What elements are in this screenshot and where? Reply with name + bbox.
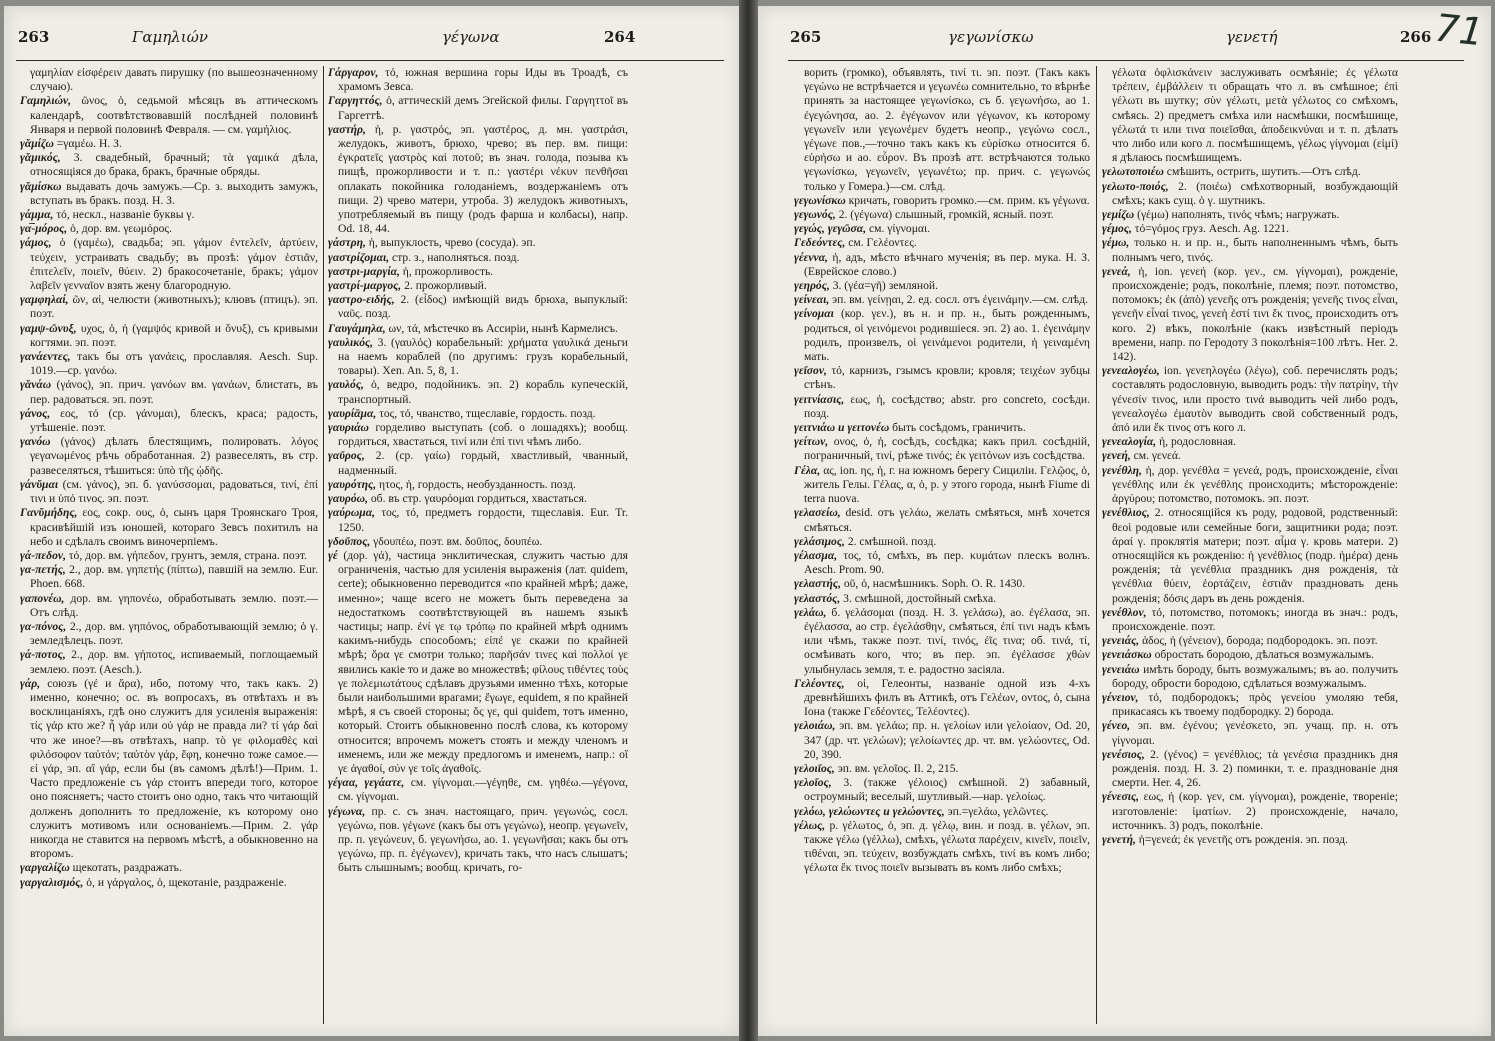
entry-headword: γελασείω,: [794, 506, 841, 520]
entry-definition: б. γελάσομαι (позд. Н. З. γελάσω), ао. ἐγέλασα, эп. ἐγέλασσα, ао стр. ἐγελάσθην, смѣяться, ἐπί τινι надъ кѣмъ или чѣмъ, также поэт. τινί, τινός, ἐῖς τινα; об. τινά, τί, осмѣивать кого, что; въ пер. эп. ἐγέλασσε χθὼν улыбнулась земля, т. е. радостно засіяла.: [804, 605, 1090, 676]
entry-definition: ὁ, и γάργαλος, ὁ, щекотаніе, раздраженіе.: [86, 875, 287, 889]
entry-definition: кричать, говорить громко.—см. прим. къ γέγωνα.: [848, 193, 1090, 207]
entry-definition: εος, τό (ср. γάνυμαι), блескъ, краса; радость, утѣшеніе. поэт.: [30, 406, 318, 435]
dictionary-entry: [20, 94, 318, 137]
dictionary-entry: [20, 592, 318, 620]
dictionary-entry: [1102, 180, 1398, 208]
entry-headword: γά-ποτος,: [20, 648, 66, 662]
entry-definition: эп.=γελάω, γελῶντες.: [947, 804, 1049, 818]
entry-definition: ῶν, αἱ, челюсти (животныхъ); клювъ (птицъ). эп. поэт.: [30, 293, 318, 321]
entry-headword: γελόω, γελώωντες и γελώοντες,: [794, 804, 945, 818]
entry-headword: γενέθλον,: [1102, 605, 1147, 619]
dictionary-entry: [794, 805, 1090, 819]
entry-headword: γᾰνάω: [20, 378, 52, 392]
dictionary-entry: [328, 94, 628, 122]
column-1: [20, 66, 318, 1028]
entry-definition: 2. смѣшной. позд.: [847, 534, 937, 548]
dictionary-entry: [328, 449, 628, 477]
entry-definition: только н. и пр. н., быть наполненнымъ чѣмъ, быть полнымъ чего, τινός.: [1112, 236, 1398, 264]
entry-headword: γα-πετής,: [20, 563, 66, 577]
entry-headword: γαῦρος,: [328, 449, 365, 463]
entry-definition: τό, подбородокъ; πρὸς γενείου умоляю тебя, прикасаясь къ твоему подбородку. 2) борода.: [1112, 690, 1398, 719]
entry-headword: γελάω,: [794, 605, 827, 619]
entry-headword: γα-πόνος,: [20, 619, 67, 633]
dictionary-entry: [20, 180, 318, 208]
running-head-left: Γαμηλιών: [132, 28, 209, 46]
dictionary-entry: [1102, 165, 1398, 179]
dictionary-entry: [1102, 236, 1398, 264]
entry-headword: γαυλικός,: [328, 335, 374, 349]
entry-headword: γαστήρ,: [328, 122, 366, 136]
dictionary-entry: [1102, 208, 1398, 222]
entry-definition: τό, дор. вм. γήπεδον, грунтъ, земля, страна. поэт.: [68, 548, 307, 562]
entry-headword: Γελέοντες,: [794, 676, 845, 690]
entry-headword: γέλως,: [794, 818, 826, 832]
entry-definition: об. въ стр. γαυρόομαι гордиться, хвастаться.: [370, 492, 587, 506]
entry-headword: γενετή,: [1102, 832, 1136, 846]
entry-definition: ὁ (γαμέω), свадьба; эп. γάμον ἐντελεῖν, ἀρτύειν, τεύχειν, устраивать свадьбу; въ прозѣ: γάμον ἑστιᾶν, ἐπιτελεῖν, ποιεῖν, θύειν. 2) бракосочетаніе, бракъ; γάμον λαβεῖν γενναῖον взять жену благородную.: [30, 236, 318, 293]
entry-headword: γενειάω: [1102, 662, 1140, 676]
dictionary-entry: [794, 577, 1090, 591]
entry-headword: γέγωνα,: [328, 804, 366, 818]
dictionary-entry: [794, 677, 1090, 720]
dictionary-entry: [794, 762, 1090, 776]
entry-definition: 2. прожорливый.: [404, 279, 487, 293]
entry-definition: 3. (также γέλοιος) смѣшной. 2) забавный, остроумный; веселый, шутливый.—нар. γελοίως.: [804, 776, 1090, 804]
entry-definition: 3. свадебный, брачный; τὰ γαμικά дѣла, относящіяся до брака, бракъ, брачные обряды.: [30, 151, 318, 179]
entry-definition: ворить (громко), объявлять, τινί τι. эп. поэт. (Такъ какъ γεγώνω не встрѣчается и γεγωνέω сомнительно, то вѣрнѣе принять за настоящее γεγωνίσκω, съ б. γεγωνήσω, ао 1. ἐγεγώνησα, ао. 2. ἐγέγωνον или γέγωνον, къ которому γεγωνεῖν или γεγωνέμεν будетъ неопр., γεγώνω сосл., γέγωνε пов.,—точно такъ какъ къ εὑρίσκω относится б. εὑρήσω и ао. εὗρον. Въ прозѣ атт. встрѣчаются только γεγωνίσκω, γεγωνεῖν, γεγωνέτω; пр. прич. с. γεγωνώς только у Гомера.)—см. слѣд.: [804, 66, 1090, 193]
entry-definition: (кор. γεν.), въ н. и пр. н., быть рожденнымъ, родиться, οἱ γεινόμενοι родившіеся. эп. 2) ао. 1. ἐγεινάμην родилъ, произвелъ, οἱ γεινάμενοι родители, ἡ γειναμένη мать.: [804, 307, 1090, 364]
entry-definition: ἀδος, ἡ (γένειον), борода; подбородокъ. эп. поэт.: [1142, 634, 1378, 648]
entry-headword: γαργαλισμός,: [20, 875, 84, 889]
entry-definition: 3. (γαυλός) корабельный: χρήματα γαυλικά деньги на наемъ кораблей (по другимъ: грузъ корабельный, товары). Xen. An. 5, 8, 1.: [338, 335, 628, 378]
entry-definition: эп. вм. γείνῃαι, 2. ед. сосл. отъ ἐγεινάμην.—см. слѣд.: [832, 293, 1088, 307]
entry-definition: 2. (ср. γαίω) гордый, хвастливый, чванный, надменный.: [338, 449, 628, 477]
dictionary-entry: [20, 861, 318, 875]
entry-definition: стр. з., наполняться. позд.: [392, 250, 520, 264]
dictionary-entry: [794, 535, 1090, 549]
entry-definition: τος, τό, смѣхъ, въ пер. κυμάτων плескъ волнъ. Aesch. Prom. 90.: [804, 548, 1090, 577]
dictionary-entry: [794, 606, 1090, 677]
entry-definition: ἡ, адъ, мѣсто вѣчнаго мученія; въ пер. мука. Н. З. (Еврейское слово.): [804, 250, 1090, 278]
entry-headword: γελοιῖος,: [794, 761, 835, 775]
entry-definition: 2. (εἶδος) имѣющій видъ брюха, выпуклый: ναῦς. позд.: [338, 293, 628, 321]
dictionary-entry: [794, 222, 1090, 236]
dictionary-entry: [20, 648, 318, 676]
entry-definition: ας, ion. ης, ἡ, г. на южномъ берегу Сициліи. Γελῷος, ὁ, житель Гелы. Γέλας, α, ὁ, р. у этого города, нынѣ Fiume di terra nuova.: [804, 463, 1090, 506]
entry-definition: выдавать дочь замужъ.—Ср. з. выходить замужъ, вступать въ бракъ. позд. Н. З.: [30, 179, 318, 207]
entry-definition: 2. (γέγωνα) слышный, громкій, ясный. поэт.: [838, 208, 1054, 222]
dictionary-entry: [794, 464, 1090, 507]
header-rule: [788, 60, 1464, 61]
dictionary-entry: [328, 293, 628, 321]
entry-headword: γαμψ-ῶνυξ,: [20, 321, 77, 335]
entry-definition: 2. относящійся къ роду, родовой, родственный: θεοὶ родовые или семейные боги, защитники рода; поэт. ἀραί γ. проклятія матери; поэт. αἷμα γ. кровь матери. 2) относящійся къ рожденію: ἡ γενέθλιος (подр. ἡμέρα) день рожденія; τὰ γενέθλια праздникъ дня рожденія, τὰ γενέθλια θύειν, ἑορτάζειν, ἑστιᾶν праздновать день рожденія; δόσις даръ въ день рожденія.: [1112, 506, 1398, 605]
entry-definition: ὁ, аттическій демъ Эгейской филы. Γαργηττοῖ въ Гаргеттѣ.: [338, 94, 628, 122]
dictionary-entry: [794, 393, 1090, 421]
entry-headword: γαυρότης,: [328, 477, 377, 491]
entry-headword: γενέσιος,: [1102, 747, 1145, 761]
dictionary-entry: [20, 876, 318, 890]
entry-definition: эп. вм. ἐγένου; γενέσκετο, эп. учащ. пр. н. отъ γίγνομαι.: [1112, 719, 1398, 747]
entry-headword: Γέλα,: [794, 463, 821, 477]
dictionary-entry: [20, 151, 318, 179]
entry-definition: τό, потомство, потомокъ; иногда въ знач.: родъ, происхожденіе. поэт.: [1112, 605, 1398, 633]
entry-definition: пр. с. съ знач. настоящаго, прич. γεγωνώς, сосл. γεγώνω, пов. γέγωνε (какъ бы отъ γεγώνω), неопр. γεγωνεῖν, пр. п. γεγώνευν, б. γεγωνήσω, ао. 1. γεγωνῆσαι; какъ бы отъ γεγώνω, пр. п. ἐγέγωνεν), кричать такъ, что насъ слышатъ; быть слышнымъ; вообщ. кричать, го-: [338, 804, 628, 875]
entry-headword: γαυριάω: [328, 421, 369, 435]
dictionary-entry: [1102, 748, 1398, 791]
entry-headword: γαυρόω,: [328, 492, 368, 506]
entry-definition: ἡ, дор. γενέθλα = γενεά, родъ, происхожденіе, εἶναι γενέθλης или ἐκ γενέθλης происходить; мѣсторожденіе: ἀργύρου; потомство, потомокъ. эп. поэт.: [1112, 463, 1398, 506]
entry-headword: Γαργηττός,: [328, 94, 383, 108]
entry-headword: γειτνίασις,: [794, 392, 845, 406]
dictionary-entry: [328, 478, 628, 492]
entry-headword: γένειον,: [1102, 690, 1139, 704]
dictionary-entry: [328, 251, 628, 265]
dictionary-entry: [20, 222, 318, 236]
entry-headword: γελοῖος,: [794, 776, 832, 790]
dictionary-entry: [328, 265, 628, 279]
dictionary-entry: [794, 364, 1090, 392]
entry-definition: ῶνος, ὁ, седьмой мѣсяцъ въ аттическомъ календарѣ, соотвѣтствовавшій послѣдней половинѣ Января и первой половинѣ Февраля. — см. γαμήλιος.: [30, 94, 318, 136]
dictionary-entry: [328, 506, 628, 534]
entry-definition: εος, сокр. ους, ὁ, сынъ царя Троянскаго Троя, красивѣйшій изъ юношей, котораго Зевсъ похитилъ на небо и сдѣлалъ своимъ виночерпіемъ.: [30, 506, 318, 548]
entry-headword: γαργαλίζω: [20, 861, 70, 875]
entry-definition: (γέμω) наполнять, τινός чѣмъ; нагружать.: [1137, 208, 1340, 222]
entry-headword: Γανῠμήδης,: [20, 506, 78, 520]
entry-headword: γα̅-μόρος,: [20, 222, 68, 236]
book-gutter: [739, 0, 758, 1041]
dictionary-entry: [1102, 449, 1398, 463]
entry-definition: 2., дор. вм. γηπόνος, обработывающій землю; ὁ γ. земледѣлецъ. поэт.: [30, 619, 318, 648]
entry-definition: 3. смѣшной, достойный смѣха.: [843, 591, 997, 605]
dictionary-entry: [20, 506, 318, 549]
entry-definition: οἱ, Гелеонты, названіе одной изъ 4-хъ древнѣйшихъ филъ въ Аттикѣ, отъ Γελέων, οντος, ὁ, сына Іона (также Γεδέοντες, Τελέοντες).: [804, 676, 1090, 719]
left-page: [4, 6, 739, 1036]
entry-headword: γαμφηλαί,: [20, 293, 69, 307]
dictionary-entry: [1102, 66, 1398, 165]
entry-headword: γείνεαι,: [794, 293, 830, 307]
entry-definition: οῦ, ὁ, насмѣшникъ. Soph. O. R. 1430.: [843, 577, 1026, 591]
entry-headword: γάστρη,: [328, 236, 366, 250]
entry-headword: γαστρο-ειδής,: [328, 293, 395, 307]
dictionary-entry: [20, 478, 318, 506]
entry-definition: τος, τό, предметъ гордости, тщеславія. Eur. Tr. 1250.: [338, 506, 628, 534]
entry-definition: ητος, ἡ, гордость, необузданность. позд.: [379, 477, 576, 491]
entry-definition: смѣшить, острить, шутить.—Отъ слѣд.: [1166, 165, 1361, 179]
entry-definition: ων, τά, мѣстечко въ Ассиріи, нынѣ Кармелисъ.: [388, 321, 618, 335]
dictionary-entry: [1102, 790, 1398, 833]
entry-headword: γενειάς,: [1102, 634, 1140, 648]
entry-definition: дор. вм. γηπονέω, обработывать землю. поэт.—Отъ слѣд.: [30, 591, 318, 619]
entry-definition: союзъ (γέ и ἄρα), ибо, потому что, такъ какъ. 2) именно, конечно; ос. въ вопросахъ, въ отвѣтахъ и въ восклицаніяхъ, гдѣ оно служитъ для усиленія выраженія: τίς γάρ кто же? ἦ γάρ или οὐ γάρ не правда ли? τί γάρ δαὶ что же иное?—въ отвѣтахъ, напр. τὸ γε φιλομαθὲς καὶ φιλόσοφον ταὐτόν; ταὐτὸν γάρ, ἔφη, конечно тоже самое.—εἰ γάρ, эп. αἲ γάρ, если бы (въ самомъ дѣлѣ!)—Прим. 1. Часто предложеніе съ γάρ стоитъ впереди того, которое оно поясняетъ; часто стоитъ оно одно, такъ что читающій долженъ дополнить то предложеніе, къ которому оно служитъ мотивомъ или основаніемъ.—Прим. 2. γάρ никогда не ставится на первомъ мѣстѣ, а обыкновенно на второмъ.: [30, 676, 318, 861]
page-number-265: 265: [790, 28, 822, 46]
entry-definition: (γάνος), эп. прич. γανόων вм. γανάων, блистать, въ пер. радоваться. эп. поэт.: [30, 378, 318, 406]
dictionary-entry: [1102, 833, 1398, 847]
entry-definition: τό, нескл., названіе буквы γ.: [56, 208, 195, 222]
entry-definition: τό, южная вершина горы Иды въ Троадѣ, съ храмомъ Зевса.: [338, 66, 628, 94]
dictionary-entry: [794, 208, 1090, 222]
entry-definition: ἡ, прожорливость.: [402, 264, 494, 278]
entry-headword: γειτνιάω и γειτονέω: [794, 421, 890, 435]
entry-definition: ἡ=γενεά; ἐκ γενετῆς отъ рожденія. эп. позд.: [1138, 832, 1348, 846]
dictionary-entry: [20, 378, 318, 406]
entry-headword: γένεσις,: [1102, 790, 1140, 804]
dictionary-entry: [20, 620, 318, 648]
dictionary-entry: [20, 350, 318, 378]
entry-headword: γέεννα,: [794, 250, 828, 264]
dictionary-entry: [1102, 719, 1398, 747]
dictionary-entry: [1102, 663, 1398, 691]
dictionary-entry: [20, 208, 318, 222]
entry-headword: γείτων,: [794, 435, 829, 449]
dictionary-entry: [794, 66, 1090, 194]
entry-definition: ἡ, родословная.: [1159, 435, 1236, 449]
entry-headword: γελάσιμος,: [794, 534, 845, 548]
entry-headword: γενειάσκω: [1102, 648, 1152, 662]
dictionary-entry: [794, 279, 1090, 293]
column-rule: [323, 66, 324, 1024]
dictionary-entry: [794, 819, 1090, 876]
dictionary-entry: [794, 592, 1090, 606]
entry-definition: ἡ, выпуклость, чрево (сосуда). эп.: [368, 236, 536, 250]
page-number-263: 263: [18, 28, 50, 46]
entry-headword: γελοιάω,: [794, 719, 836, 733]
entry-definition: γαμηλίαν εἰσφέρειν давать пирушку (по вышеозначенному случаю).: [30, 66, 318, 94]
dictionary-entry: [794, 435, 1090, 463]
dictionary-entry: [20, 66, 318, 94]
entry-headword: γενεαλογέω,: [1102, 364, 1160, 378]
dictionary-entry: [20, 322, 318, 350]
dictionary-entry: [328, 378, 628, 406]
entry-headword: γαυλός,: [328, 378, 364, 392]
page-number-266: 266: [1400, 28, 1432, 46]
dictionary-entry: [328, 322, 628, 336]
dictionary-entry: [794, 719, 1090, 762]
dictionary-entry: [1102, 606, 1398, 634]
entry-definition: эп. вм. γελοῖος. Il. 2, 215.: [837, 761, 959, 775]
right-page-header: [758, 28, 1491, 50]
entry-definition: (см. γάνος), эп. б. γανύσσομαι, радоваться, τινί, ἐπί τινι и ὑπό τινος. эп. поэт.: [30, 477, 318, 506]
dictionary-entry: [20, 293, 318, 321]
running-head-left: γεγωνίσκω: [948, 28, 1034, 46]
entry-definition: щекотать, раздражать.: [72, 861, 182, 875]
entry-definition: ἡ, ion. γενεή (кор. γεν., см. γίγνομαι), рожденіе, происхожденіе; родъ, поколѣніе, племя; поэт. потомство, потомокъ; ἐκ (ἀπὸ) γενεῆς отъ рожденія; γενεῆς τινος εἶναι, γενεῆν εἶναί τινος, γενεὴ ἐστί τινι ἔκ τινος, происходить отъ кого. 2) вѣкъ, поколѣніе (какъ извѣстный періодъ времени, напр. по Геродоту 3 поколѣнія=100 лѣтъ. Her. 2. 142).: [1112, 264, 1398, 364]
entry-definition: обростать бородою, дѣлаться возмужалымъ.: [1154, 648, 1374, 662]
dictionary-entry: [328, 336, 628, 379]
entry-headword: γενέθλη,: [1102, 463, 1142, 477]
entry-definition: 2. (γένος) = γενέθλιος; τὰ γενέσια праздникъ дня рожденія. позд. Н. З. 2) поминки, т. е. празднованіе дня смерти. Her. 4, 26.: [1112, 747, 1398, 790]
dictionary-entry: [328, 279, 628, 293]
entry-headword: γελωτοποιέω: [1102, 165, 1164, 179]
dictionary-entry: [328, 805, 628, 876]
header-rule: [16, 60, 724, 61]
entry-definition: 2. (ποιέω) смѣхотворный, возбуждающій смѣхъ; какъ сущ. ὁ γ. шутникъ.: [1112, 179, 1398, 207]
entry-headword: γενεαλογία,: [1102, 435, 1157, 449]
dictionary-entry: [1102, 435, 1398, 449]
entry-definition: см. Γελέοντες.: [848, 236, 917, 250]
entry-headword: γάρ,: [20, 676, 41, 690]
entry-headword: γεμίζω: [1102, 208, 1135, 222]
entry-definition: ὁ, дор. вм. γεωμόρος.: [70, 222, 172, 236]
dictionary-entry: [1102, 634, 1398, 648]
entry-headword: γέμος,: [1102, 222, 1132, 236]
column-2: [328, 66, 628, 1028]
dictionary-entry: [328, 535, 628, 549]
entry-headword: γᾰμίσκω: [20, 179, 62, 193]
entry-definition: 2., дор. вм. γηπετής (πίπτω), павшій на землю. Eur. Phoen. 668.: [30, 563, 318, 591]
entry-definition: см. γίγνομαι.—γέγηθε, см. γηθέω.—γέγονα, см. γίγνομαι.: [338, 776, 628, 804]
entry-definition: desid. отъ γελάω, желать смѣяться, мнѣ хочется смѣяться.: [804, 506, 1090, 534]
entry-definition: быть сосѣдомъ, граничить.: [892, 421, 1026, 435]
entry-headword: γαστρί-μαργος,: [328, 279, 402, 293]
entry-headword: γαστρίζομαι,: [328, 250, 390, 264]
running-head-right: γέγωνα: [442, 28, 500, 46]
entry-definition: εως, ἡ (кор. γεν, см. γίγνομαι), рожденіе, твореніе; изготовленіе: ἱματίων. 2) происхожденіе, начало, источникъ. 3) родъ, поколѣніе.: [1112, 790, 1398, 832]
entry-definition: ονος, ὁ, ἡ, сосѣдъ, сосѣдка; какъ прил. сосѣдній, пограничный, τινί, рѣже τινός; ἐκ γειτόνων изъ сосѣдства.: [804, 435, 1090, 463]
entry-headword: γαστρι-μαργία,: [328, 264, 400, 278]
dictionary-entry: [794, 549, 1090, 577]
entry-headword: γδοῦπος,: [328, 534, 371, 548]
entry-headword: γένεο,: [1102, 719, 1131, 733]
dictionary-entry: [20, 677, 318, 862]
dictionary-entry: [20, 549, 318, 563]
entry-definition: τό, карнизъ, гзымсъ кровли; кровля; τειχέων зубцы стѣнъ.: [804, 364, 1090, 392]
entry-headword: γάνῠμαι: [20, 477, 59, 491]
dictionary-entry: [1102, 464, 1398, 507]
entry-headword: γαύρωμα,: [328, 506, 376, 520]
dictionary-entry: [20, 236, 318, 293]
dictionary-entry: [1102, 506, 1398, 605]
entry-definition: имѣть бороду, быть возмужалымъ; въ ао. получить бороду, обрости бородою, сдѣлаться возмужалымъ.: [1112, 662, 1398, 690]
entry-definition: υχος, ὁ, ἡ (γαμψός кривой и ὄνυξ), съ кривыми когтями. эп. поэт.: [30, 321, 318, 349]
dictionary-entry: [794, 421, 1090, 435]
dictionary-entry: [794, 236, 1090, 250]
dictionary-entry: [1102, 364, 1398, 435]
dictionary-entry: [1102, 222, 1398, 236]
entry-headword: γελαστής,: [794, 577, 841, 591]
dictionary-entry: [328, 549, 628, 776]
entry-headword: Γεδεόντες,: [794, 236, 846, 250]
entry-definition: (дор. γά), частица энклитическая, служитъ частью для ограниченія, частью для усиленія выраженія (лат. quidem, certe); обыкновенно переводится «по крайней мѣрѣ; даже, именно»; чаще всего не можетъ быть переведена за недостаткомъ соотвѣтствующей въ нашемъ языкѣ частицы; напр. ἐνί γε τῳ τρόπῳ по крайней мѣрѣ однимъ какимъ-нибудь способомъ; εἰπέ γε скажи по крайней мѣрѣ; ὅρα γε смотри только; παρῆσάν τινες καὶ πολλοί γε явились какіе то и даже во множествѣ; φίλους τιθέντες τοὺς γε πολεμιωτάτους сдѣлавъ друзьями именно тѣхъ, которые были наибольшими врагами; ἔγωγε, equidem, я по крайней мѣрѣ, я съ своей стороны; ὅς γε, qui quidem, тотъ именно, который. Стоитъ обыкновенно послѣ слова, къ которому относится; впрочемъ можетъ стоять и между членомъ и именемъ, или же между предлогомъ и именемъ, напр.: οἵ γε ἀγαθοί, σύν γε τοῖς ἀγαθοῖς.: [338, 548, 628, 775]
entry-headword: γενέθλιος,: [1102, 506, 1150, 520]
entry-headword: γεγωνίσκω: [794, 193, 846, 207]
column-1: [794, 66, 1090, 1028]
entry-headword: γελωτο-ποιός,: [1102, 179, 1169, 193]
entry-headword: γεηρός,: [794, 279, 830, 293]
entry-definition: τος, τό, чванство, тщеславіе, гордость. позд.: [379, 406, 596, 420]
dictionary-entry: [794, 194, 1090, 208]
entry-definition: см. γίγνομαι.: [869, 222, 931, 236]
entry-headword: γενεά,: [1102, 264, 1131, 278]
entry-headword: γάνος,: [20, 406, 51, 420]
running-head-right: γενετή: [1226, 28, 1278, 46]
entry-definition: эп. вм. γελάω; пр. н. γελοίων или γελοίαον, Od. 20, 347 (др. чт. γελώων); γελοίωντες др. чт. вм. γελώοντες, Od. 20, 390.: [804, 719, 1090, 761]
entry-definition: τό=γόμος груз. Aesch. Ag. 1221.: [1134, 222, 1289, 236]
entry-headword: γεῖσον,: [794, 364, 827, 378]
dictionary-entry: [794, 506, 1090, 534]
entry-headword: Γαμηλιών,: [20, 94, 72, 108]
dictionary-entry: [328, 66, 628, 94]
entry-headword: γέλασμα,: [794, 548, 838, 562]
dictionary-entry: [328, 776, 628, 804]
entry-headword: γεγωνός,: [794, 208, 836, 222]
entry-headword: γείνομαι: [794, 307, 834, 321]
dictionary-entry: [328, 236, 628, 250]
dictionary-entry: [328, 407, 628, 421]
entry-definition: =γαμέω. Н. З.: [56, 137, 122, 151]
dictionary-entry: [328, 421, 628, 449]
entry-headword: γέ: [328, 548, 338, 562]
entry-definition: εως, ἡ, сосѣдство; abstr. pro concreto, сосѣди. позд.: [804, 392, 1090, 420]
entry-headword: γάμος,: [20, 236, 52, 250]
dictionary-entry: [20, 407, 318, 435]
dictionary-entry: [794, 251, 1090, 279]
dictionary-entry: [20, 137, 318, 151]
dictionary-entry: [1102, 265, 1398, 364]
entry-definition: 2., дор. вм. γήποτος, испиваемый, поглощаемый землею. поэт. (Aesch.).: [30, 648, 318, 676]
entry-headword: γᾰμικός,: [20, 151, 61, 165]
entry-headword: γανόω: [20, 435, 51, 449]
entry-headword: Γαυγάμηλα,: [328, 321, 386, 335]
entry-definition: ἡ, р. γαστρός, эп. γαστέρος, д. мн. γαστράσι, желудокъ, животъ, брюхо, чрево; въ пер. вм. пищи: ἐγκρατεῖς γαστρὸς καὶ ποτοῦ; въ знач. голода, позыва къ пищѣ, прожорливости и т. п.: γαστέρι νέκυν πενθῆσαι оплакать покойника голоданіемъ, воздержаніемъ отъ пищи. 2) чрево матери, утроба. 3) желудокъ животныхъ, употребляемый въ пищу (родъ фарша и колбасы), напр. Od. 18, 44.: [338, 122, 628, 236]
entry-headword: γέγαα, γεγάατε,: [328, 776, 405, 790]
column-rule: [1096, 66, 1097, 1024]
entry-definition: ὁ, ведро, подойникъ. эп. 2) корабль купеческій, транспортный.: [338, 378, 628, 406]
right-page: [758, 6, 1491, 1036]
entry-headword: Γάργαρον,: [328, 66, 379, 79]
dictionary-entry: [794, 307, 1090, 364]
dictionary-entry: [328, 123, 628, 237]
dictionary-entry: [794, 293, 1090, 307]
entry-definition: такъ бы отъ γανάεις, прославляя. Aesch. Sup. 1019.—ср. γανόω.: [30, 350, 318, 378]
entry-headword: γαπονέω,: [20, 591, 65, 605]
dictionary-entry: [20, 563, 318, 591]
entry-definition: ion. γενεηλογέω (λέγω), соб. перечислять родъ; составлять родословную, выводить родъ: τὴν πατρίην, τὴν γένεσίν τινος, или просто τινά выводить чей либо родъ, γενεαλογέω ἐμαυτὸν выводить свой собственный родъ, ἀπό или ἔκ τινος отъ кого л.: [1112, 364, 1398, 435]
left-page-header: [4, 28, 739, 50]
entry-definition: 3. (γέα=γῆ) земляной.: [832, 279, 938, 293]
entry-headword: γάμμα,: [20, 208, 54, 222]
entry-definition: р. γέλωτος, ὁ, эп. д. γέλῳ, вин. и позд. в. γέλων, эп. также γέλω (γέλλω), смѣхъ, γέλωτα παρέχειν, κινεῖν, ποιεῖν, τιθέναι, эп. τεύχειν, возбуждать смѣхъ, τινί въ комъ либо; γέλωτα ἔκ τινος ποιεῖν вызывать въ комъ либо смѣхъ;: [804, 818, 1090, 875]
entry-definition: (γάνος) дѣлать блестящимъ, полировать. λόγος γεγανωμένος рѣчь обработанная. 2) развеселять, въ стр. развеселяться, тѣшиться: ὑπὸ τῆς ᾠδῆς.: [30, 435, 318, 477]
dictionary-entry: [1102, 691, 1398, 719]
entry-headword: γαυρίᾱμα,: [328, 406, 377, 420]
entry-headword: γεγώς, γεγῶσα,: [794, 222, 867, 236]
entry-headword: γενεή,: [1102, 449, 1131, 463]
entry-headword: γανάεντες,: [20, 350, 71, 364]
entry-headword: γά-πεδον,: [20, 548, 66, 562]
entry-definition: горделиво выступать (соб. о лошадяхъ); вообщ. гордиться, хвастаться, τινί или ἐπί τινι чѣмъ либо.: [338, 421, 628, 449]
entry-headword: γελαστός,: [794, 591, 841, 605]
dictionary-entry: [794, 776, 1090, 804]
entry-headword: γᾰμίζω: [20, 137, 54, 151]
dictionary-entry: [328, 492, 628, 506]
entry-definition: см. γενεά.: [1133, 449, 1181, 463]
page-number-264: 264: [604, 28, 636, 46]
column-2: [1102, 66, 1398, 1028]
handwritten-folio-number: 71: [1432, 6, 1486, 55]
entry-definition: γέλωτα ὀφλισκάνειν заслуживать осмѣяніе; ἐς γέλωτα τρέπειν, ἐμβάλλειν τι обращать что л. въ смѣшное; ἐπὶ γέλωτι въ шутку; σὺν γέλωτι, μετὰ γέλωτος со смѣхомъ, смѣясь. 2) предметъ смѣха или насмѣшки, посмѣшище, γέλωτά τι или τινα ποιεῖσθαι, ἀποδεικνύναι и т. п. дѣлать что либо или кого л. посмѣшищемъ, γέλως γίγνομαι (εἰμί) я дѣлаюсь посмѣшищемъ.: [1112, 66, 1398, 165]
dictionary-entry: [1102, 648, 1398, 662]
entry-headword: γέμω,: [1102, 236, 1130, 250]
dictionary-entry: [20, 435, 318, 478]
entry-definition: γδουπέω, поэт. вм. δοῦπος, δουπέω.: [373, 534, 543, 548]
